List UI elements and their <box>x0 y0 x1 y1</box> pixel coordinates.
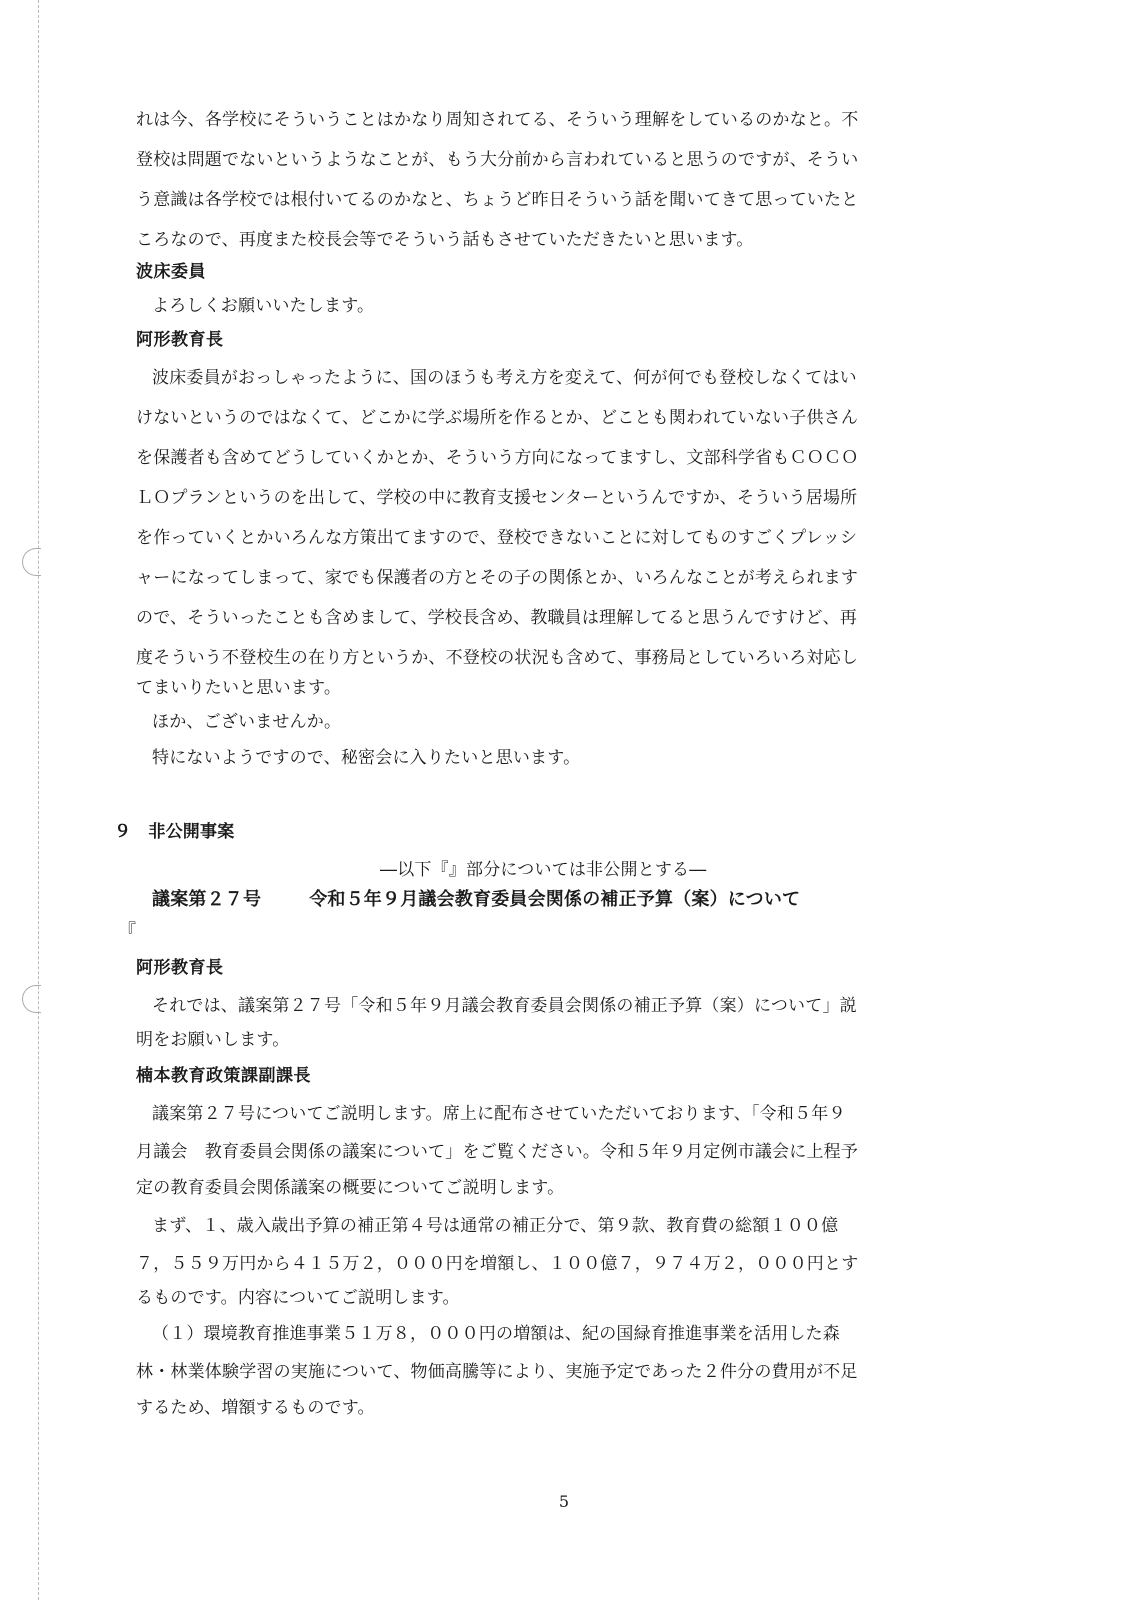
text-line: するため、増額するものです。 <box>136 1398 375 1418</box>
non-public-notice: ―以下『』部分については非公開とする― <box>380 860 707 880</box>
text-line: 林・林業体験学習の実施について、物価高騰等により、実施予定であった２件分の費用が不足 <box>136 1362 858 1382</box>
text-line: それでは、議案第２７号「令和５年９月議会教育委員会関係の補正予算（案）について」説 <box>152 996 857 1016</box>
text-line: 月議会 教育委員会関係の議案について」をご覧ください。令和５年９月定例市議会に上程予 <box>136 1142 859 1162</box>
text-line: を作っていくとかいろんな方策出てますので、登校できないことに対してものすごくプレッシ <box>136 528 858 548</box>
text-line: 定の教育委員会関係議案の概要についてご説明します。 <box>136 1178 565 1198</box>
text-line: けないというのではなくて、どこかに学ぶ場所を作るとか、どことも関われていない子供さん <box>136 408 859 428</box>
text-line: ＬＯプランというのを出して、学校の中に教育支援センターというんですか、そういう居場所 <box>136 488 858 508</box>
text-line: てまいりたいと思います。 <box>136 678 342 698</box>
text-line: ので、そういったことも含めまして、学校長含め、教職員は理解してると思うんですけど、再 <box>136 608 858 628</box>
text-line: 特にないようですので、秘密会に入りたいと思います。 <box>152 748 581 768</box>
text-line: 議案第２７号についてご説明します。席上に配布させていただいております、「令和５年９ <box>152 1104 846 1124</box>
page-number: 5 <box>558 1492 570 1511</box>
agenda-item-subject: 令和５年９月議会教育委員会関係の補正予算（案）について <box>309 889 801 910</box>
binding-margin-line <box>38 0 39 1600</box>
text-line: ７，５５９万円から４１５万２，０００円を増額し、１００億７，９７４万２，０００円とす <box>136 1254 859 1274</box>
text-line: （１）環境教育推進事業５１万８，０００円の増額は、紀の国緑育推進事業を活用した森 <box>152 1324 840 1344</box>
text-line: 登校は問題でないというようなことが、もう大分前から言われていると思うのですが、そうい <box>136 150 859 170</box>
section-heading: ９ 非公開事案 <box>114 822 235 842</box>
speaker-name: 楠本教育政策課副課長 <box>136 1066 311 1086</box>
speaker-name: 阿形教育長 <box>136 958 224 978</box>
text-line: ほか、ございませんか。 <box>152 712 342 732</box>
opening-bracket: 『 <box>118 921 137 942</box>
text-line: ころなので、再度また校長会等でそういう話もさせていただきたいと思います。 <box>136 230 754 250</box>
punch-hole-mark <box>22 985 41 1013</box>
text-line: れは今、各学校にそういうことはかなり周知されてる、そういう理解をしているのかなと。不 <box>136 110 859 130</box>
text-line: 波床委員がおっしゃったように、国のほうも考え方を変えて、何が何でも登校しなくてはい <box>152 368 857 388</box>
punch-hole-mark <box>22 548 41 576</box>
speaker-name: 阿形教育長 <box>136 330 224 350</box>
text-line: 明をお願いします。 <box>136 1030 290 1050</box>
text-line: を保護者も含めてどうしていくかとか、そういう方向になってますし、文部科学省もＣＯＣＯ <box>136 448 859 468</box>
text-line: 度そういう不登校生の在り方というか、不登校の状況も含めて、事務局としていろいろ対応し <box>136 648 859 668</box>
agenda-item-number: 議案第２７号 <box>152 889 262 910</box>
text-line: よろしくお願いいたします。 <box>152 296 375 316</box>
text-line: う意識は各学校では根付いてるのかなと、ちょうど昨日そういう話を聞いてきて思っていたと <box>136 190 859 210</box>
text-line: まず、１、歳入歳出予算の補正第４号は通常の補正分で、第９款、教育費の総額１００億 <box>152 1216 839 1236</box>
agenda-item-title <box>152 888 1032 912</box>
text-line: ャーになってしまって、家でも保護者の方とその子の関係とか、いろんなことが考えられます <box>136 568 859 588</box>
text-line: るものです。内容についてご説明します。 <box>136 1288 460 1308</box>
speaker-name: 波床委員 <box>136 262 206 282</box>
